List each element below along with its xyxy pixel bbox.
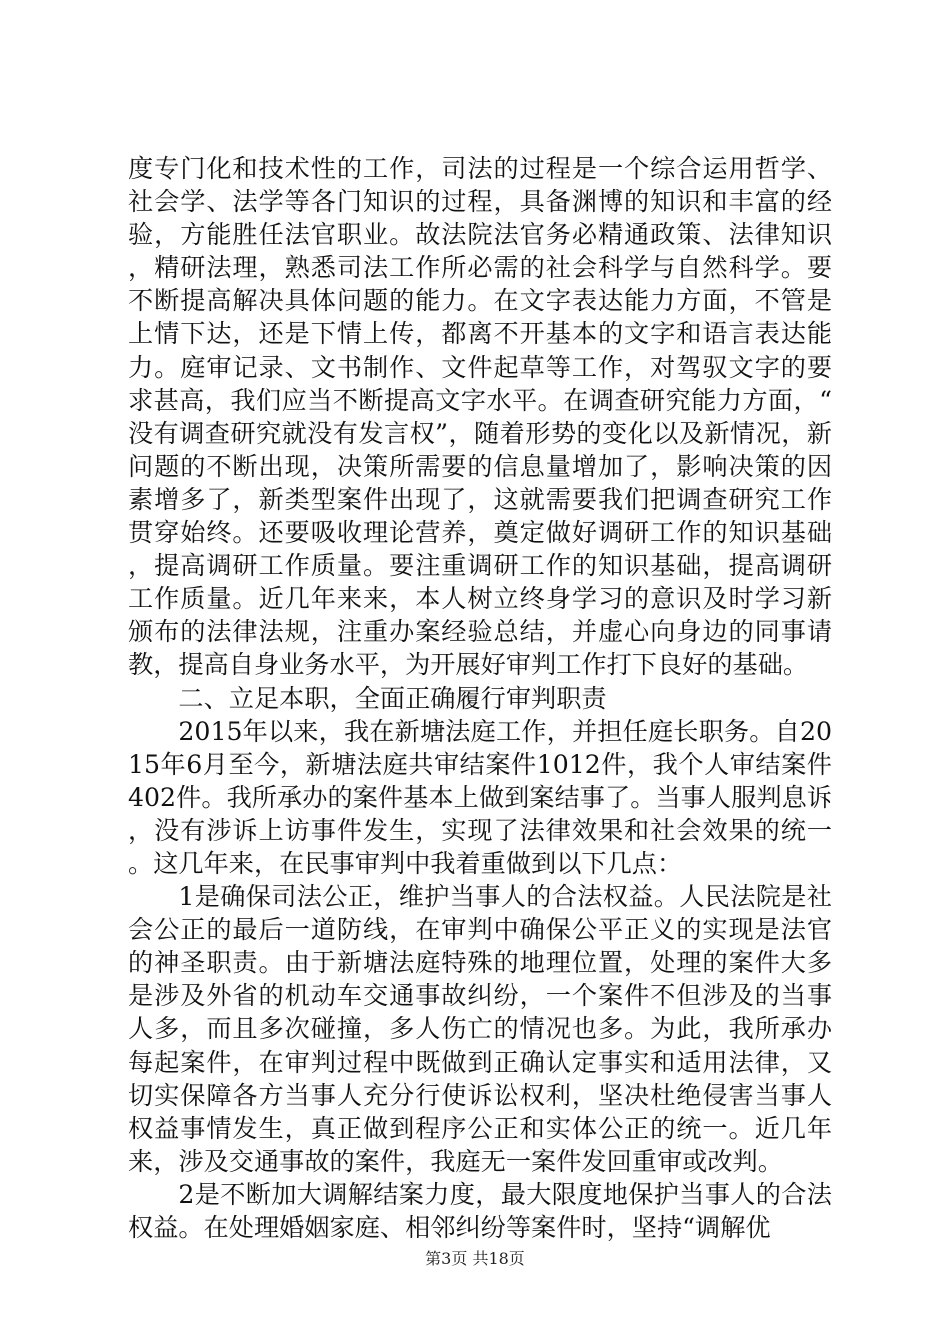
document-body [128, 152, 832, 1244]
paragraph-point-1: 1是确保司法公正，维护当事人的合法权益。人民法院是社会公正的最后一道防线，在审判中确保公平正义的实现是法官的神圣职责。由于新塘法庭特殊的地理位置，处理的案件大多是涉及外省的机动车交通事故纠纷，一个案件不但涉及的当事人多，而且多次碰撞，多人伤亡的情况也多。为此，我所承办每起案件，在审判过程中既做到正确认定事实和适用法律，又切实保障各方当事人充分行使诉讼权利，坚决杜绝侵害当事人权益事情发生，真正做到程序公正和实体公正的统一。近几年来，涉及交通事故的案件，我庭无一案件发回重审或改判。 [128, 882, 832, 1176]
paragraph-tenure: 2015年以来，我在新塘法庭工作，并担任庭长职务。自2015年6月至今，新塘法庭共审结案件1012件，我个人审结案件402件。我所承办的案件基本上做到案结事了。当事人服判息诉，没有涉诉上访事件发生，实现了法律效果和社会效果的统一。这几年来，在民事审判中我着重做到以下几点： [128, 716, 832, 878]
section-heading: 二、立足本职，全面正确履行审判职责 [178, 683, 607, 713]
paragraph-point-2: 2是不断加大调解结案力度，最大限度地保护当事人的合法权益。在处理婚姻家庭、相邻纠纷等案件时，坚持“调解优 [128, 1179, 832, 1242]
page-number-footer: 第3页 共18页 [425, 1249, 525, 1268]
paragraph-qualifications: 度专门化和技术性的工作，司法的过程是一个综合运用哲学、社会学、法学等各门知识的过程，具备渊博的知识和丰富的经验，方能胜任法官职业。故法院法官务必精通政策、法律知识，精研法理，熟悉司法工作所必需的社会科学与自然科学。要不断提高解决具体问题的能力。在文字表达能力方面，不管是上情下达，还是下情上传，都离不开基本的文字和语言表达能力。庭审记录、文书制作、文件起草等工作，对驾驭文字的要求甚高，我们应当不断提高文字水平。在调查研究能力方面，“没有调查研究就没有发言权”，随着形势的变化以及新情况，新问题的不断出现，决策所需要的信息量增加了，影响决策的因素增多了，新类型案件出现了，这就需要我们把调查研究工作贯穿始终。还要吸收理论营养，奠定做好调研工作的知识基础，提高调研工作质量。要注重调研工作的知识基础，提高调研工作质量。近几年来来，本人树立终身学习的意识及时学习新颁布的法律法规，注重办案经验总结，并虚心向身边的同事请教，提高自身业务水平，为开展好审判工作打下良好的基础。 [128, 154, 832, 680]
